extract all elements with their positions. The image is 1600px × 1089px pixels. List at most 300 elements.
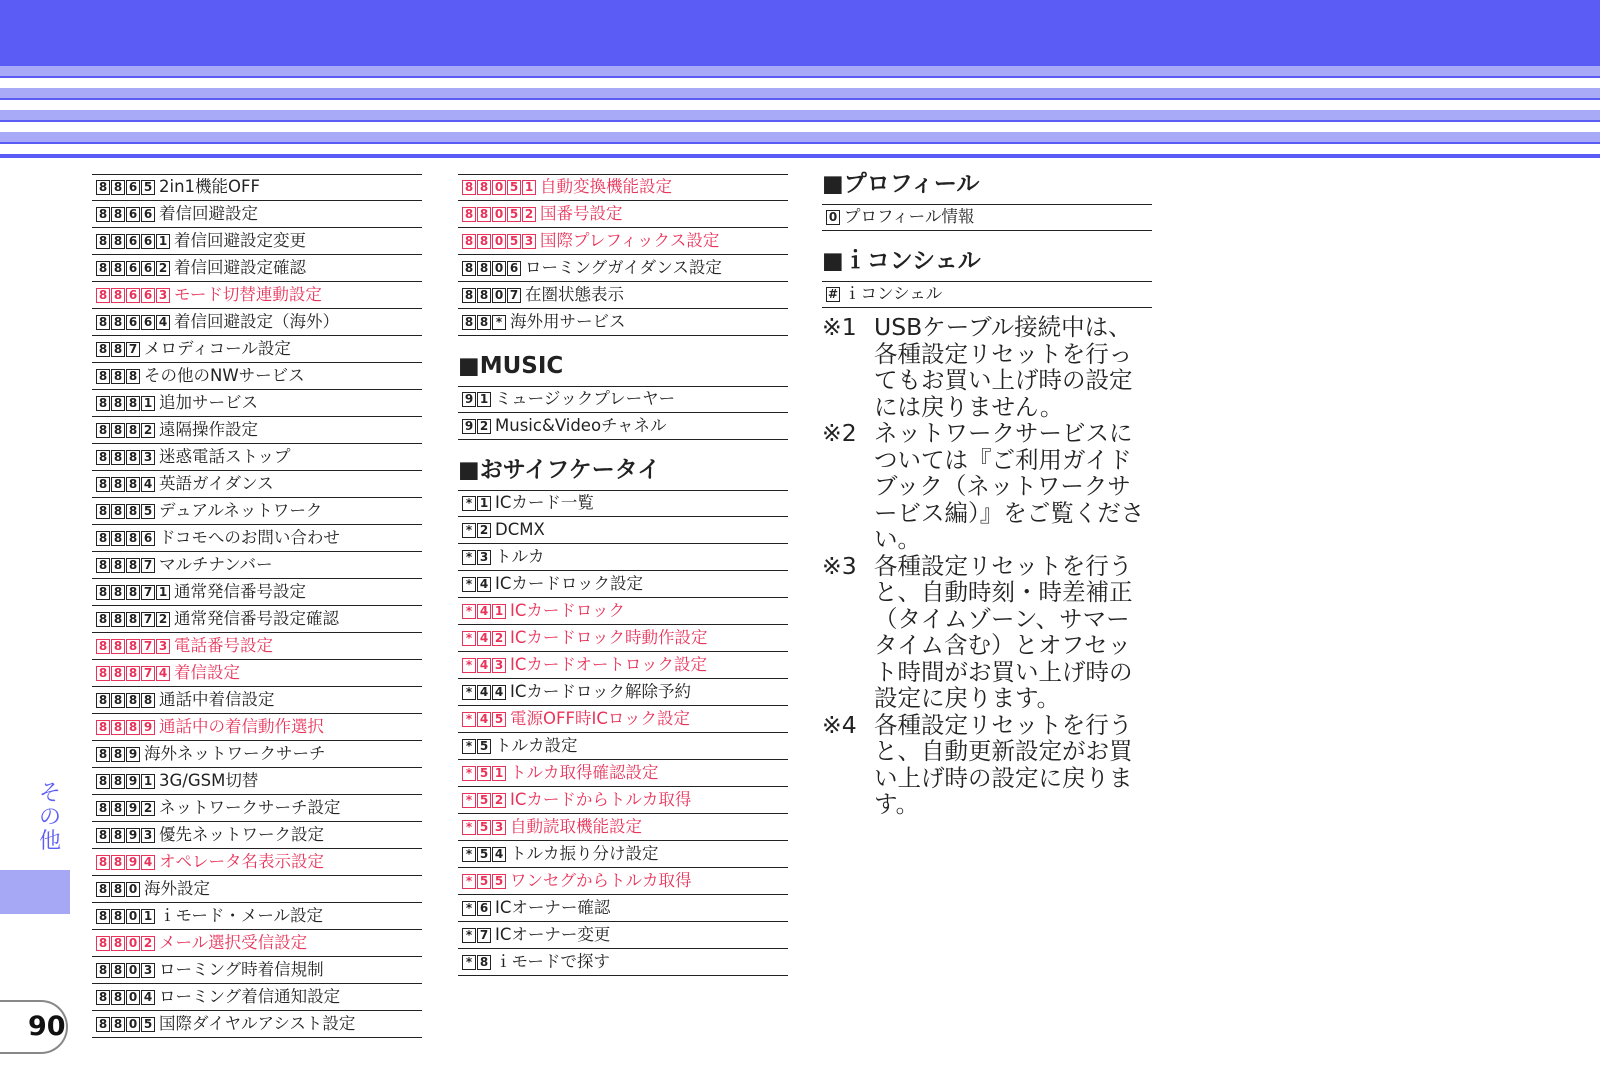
key-sequence (462, 604, 507, 619)
key-sequence (96, 234, 171, 249)
key-sequence (462, 901, 492, 916)
key-icon: 8 (111, 855, 125, 870)
key-icon: 0 (126, 909, 140, 924)
key-icon: 0 (126, 936, 140, 951)
key-icon: 7 (477, 928, 491, 943)
key-sequence (462, 739, 492, 754)
key-icon: 2 (477, 419, 491, 434)
key-sequence (96, 369, 141, 384)
menu-row (458, 598, 788, 625)
key-icon: 8 (96, 909, 110, 924)
menu-row (458, 706, 788, 733)
menu-row-label: 迷惑電話ストップ (159, 446, 291, 466)
key-icon: 1 (156, 234, 170, 249)
key-icon: * (462, 874, 476, 889)
key-icon: 2 (141, 423, 155, 438)
key-icon: 0 (826, 210, 840, 225)
footnote-mark: ※2 (822, 419, 857, 447)
footnote-mark: ※4 (822, 710, 857, 739)
key-sequence (96, 909, 156, 924)
menu-row (92, 606, 422, 633)
menu-row-label: 遠隔操作設定 (159, 419, 258, 439)
key-icon: 8 (96, 693, 110, 708)
key-icon: 8 (477, 207, 491, 222)
key-icon: 7 (141, 612, 155, 627)
menu-row (458, 255, 788, 282)
menu-row-label: ネットワークサーチ設定 (159, 797, 341, 817)
menu-column-2 (458, 174, 788, 976)
key-icon: 8 (96, 963, 110, 978)
key-icon: 1 (477, 496, 491, 511)
header-stripe (0, 88, 1600, 98)
key-sequence (462, 685, 507, 700)
key-sequence (462, 523, 492, 538)
key-icon: 8 (96, 774, 110, 789)
menu-row-label: メール選択受信設定 (159, 932, 308, 952)
menu-row (92, 201, 422, 228)
key-icon: 8 (126, 423, 140, 438)
footnote-text: ネットワークサービスについては『ご利用ガイドブック（ネットワークサービス編）』をご覧ください。 (874, 419, 1145, 553)
menu-row (822, 204, 1152, 231)
key-sequence (462, 392, 492, 407)
key-icon: 8 (111, 234, 125, 249)
key-icon: 4 (477, 712, 491, 727)
key-icon: 1 (522, 180, 536, 195)
menu-row-label: 着信回避設定確認 (174, 257, 306, 277)
key-icon: 1 (141, 396, 155, 411)
key-sequence (96, 747, 141, 762)
key-sequence (462, 658, 507, 673)
key-icon: 6 (126, 261, 140, 276)
key-sequence (462, 712, 507, 727)
key-icon: 4 (477, 604, 491, 619)
key-icon: 8 (111, 774, 125, 789)
key-icon: 8 (477, 180, 491, 195)
menu-row-label: 在圏状態表示 (525, 284, 624, 304)
key-sequence (462, 631, 507, 646)
key-sequence (96, 396, 156, 411)
menu-row (822, 281, 1152, 308)
key-icon: 1 (477, 392, 491, 407)
menu-row (458, 922, 788, 949)
key-icon: 8 (96, 261, 110, 276)
footnote (822, 553, 1152, 712)
key-icon: 5 (141, 180, 155, 195)
menu-row (92, 228, 422, 255)
key-icon: 2 (492, 793, 506, 808)
key-icon: 1 (492, 766, 506, 781)
key-icon: 8 (111, 747, 125, 762)
key-icon: 8 (477, 288, 491, 303)
key-icon: 9 (126, 855, 140, 870)
menu-row-label: プロフィール情報 (844, 207, 975, 227)
menu-row (92, 174, 422, 201)
menu-row (92, 903, 422, 930)
key-sequence (96, 963, 156, 978)
menu-row-label: トルカ振り分け設定 (510, 843, 659, 863)
key-icon: 8 (462, 261, 476, 276)
footnote-text: 各種設定リセットを行うと、自動時刻・時差補正（タイムゾーン、サマータイム含む）とオフセット時間がお買い上げ時の設定に戻ります。 (874, 551, 1133, 712)
menu-row (92, 957, 422, 984)
menu-row (92, 1011, 422, 1038)
header-stripe (0, 132, 1600, 142)
key-icon: 8 (96, 396, 110, 411)
key-icon: 8 (477, 315, 491, 330)
key-icon: 5 (477, 739, 491, 754)
menu-row (458, 386, 788, 413)
key-icon: 9 (126, 828, 140, 843)
key-icon: 8 (126, 531, 140, 546)
menu-row-label: 自動変換機能設定 (540, 177, 672, 197)
menu-row-label: ローミング着信通知設定 (159, 986, 341, 1006)
menu-row-label: ICカードロック解除予約 (510, 681, 692, 701)
menu-row (458, 282, 788, 309)
key-icon: * (462, 955, 476, 970)
header-stripe (0, 110, 1600, 120)
key-icon: 8 (96, 855, 110, 870)
menu-row-label: 着信設定 (174, 662, 240, 682)
menu-row-label: 2in1機能OFF (159, 177, 261, 197)
key-icon: 8 (477, 234, 491, 249)
key-sequence (462, 550, 492, 565)
key-icon: 8 (111, 801, 125, 816)
key-icon: 8 (96, 990, 110, 1005)
menu-row (458, 490, 788, 517)
key-sequence (96, 828, 156, 843)
menu-row (458, 625, 788, 652)
key-icon: 5 (507, 207, 521, 222)
key-icon: 0 (126, 963, 140, 978)
key-icon: 8 (111, 828, 125, 843)
footnote (822, 420, 1152, 553)
menu-row-label: モード切替連動設定 (174, 284, 322, 304)
page-number: 90 (28, 1011, 66, 1042)
key-icon: 1 (156, 585, 170, 600)
key-icon: 8 (96, 234, 110, 249)
key-icon: 8 (111, 261, 125, 276)
side-section-label: その他 (38, 781, 61, 854)
menu-row-label: トルカ (495, 546, 545, 566)
menu-row-label: メロディコール設定 (144, 338, 291, 358)
key-icon: 8 (141, 693, 155, 708)
key-icon: 8 (126, 396, 140, 411)
key-sequence (96, 315, 171, 330)
key-icon: 8 (96, 342, 110, 357)
menu-row-label: DCMX (495, 519, 545, 539)
key-icon: 8 (111, 369, 125, 384)
key-icon: 9 (126, 801, 140, 816)
key-icon: 2 (156, 261, 170, 276)
key-icon: 6 (126, 180, 140, 195)
key-sequence (96, 612, 171, 627)
menu-row (92, 417, 422, 444)
key-sequence (96, 936, 156, 951)
key-icon: 6 (126, 234, 140, 249)
menu-row-label: 英語ガイダンス (159, 473, 274, 493)
key-sequence (462, 820, 507, 835)
key-icon: 1 (492, 604, 506, 619)
menu-row-label: 着信回避設定 (159, 203, 258, 223)
menu-row (92, 390, 422, 417)
key-sequence (462, 955, 492, 970)
key-icon: 4 (477, 577, 491, 592)
key-icon: 8 (126, 450, 140, 465)
key-sequence (462, 874, 507, 889)
key-icon: 2 (492, 631, 506, 646)
key-icon: 8 (111, 720, 125, 735)
menu-row (92, 984, 422, 1011)
key-icon: 7 (141, 666, 155, 681)
key-icon: 2 (477, 523, 491, 538)
menu-row-label: ローミング時着信規制 (159, 959, 324, 979)
menu-row (92, 876, 422, 903)
footnote (822, 712, 1152, 818)
key-icon: 4 (141, 990, 155, 1005)
key-icon: 9 (462, 419, 476, 434)
key-icon: * (462, 739, 476, 754)
footnote-text: USBケーブル接続中は、各種設定リセットを行ってもお買い上げ時の設定には戻りません。 (874, 313, 1133, 421)
header-stripe (0, 66, 1600, 76)
menu-row-label: ｉモードで探す (495, 951, 610, 971)
key-sequence (826, 287, 841, 302)
key-icon: 7 (126, 342, 140, 357)
menu-row (92, 714, 422, 741)
menu-row-label: 通常発信番号設定確認 (174, 608, 339, 628)
key-icon: * (462, 550, 476, 565)
key-icon: 8 (111, 558, 125, 573)
menu-row-label: その他のNWサービス (144, 365, 305, 385)
key-sequence (96, 720, 156, 735)
key-icon: 5 (492, 712, 506, 727)
key-icon: * (462, 766, 476, 781)
key-icon: 8 (96, 720, 110, 735)
menu-row-label: 国番号設定 (540, 203, 623, 223)
key-icon: 8 (126, 477, 140, 492)
key-icon: 9 (126, 747, 140, 762)
key-icon: 9 (141, 720, 155, 735)
key-icon: * (462, 712, 476, 727)
key-sequence (96, 666, 171, 681)
key-sequence (96, 207, 156, 222)
key-icon: 8 (96, 801, 110, 816)
menu-row (458, 868, 788, 895)
footnote-mark: ※3 (822, 551, 857, 580)
menu-row-label: 国際プレフィックス設定 (540, 230, 720, 250)
key-icon: 8 (111, 882, 125, 897)
menu-row (92, 849, 422, 876)
menu-row (92, 444, 422, 471)
key-icon: 8 (111, 909, 125, 924)
key-icon: 3 (156, 639, 170, 654)
header-solid (0, 0, 1600, 66)
key-icon: 4 (477, 685, 491, 700)
key-icon: 3 (141, 828, 155, 843)
key-icon: 6 (126, 288, 140, 303)
menu-row (458, 679, 788, 706)
key-icon: 2 (141, 936, 155, 951)
key-icon: 4 (156, 315, 170, 330)
header-band (0, 0, 1600, 158)
key-icon: 8 (111, 612, 125, 627)
key-icon: 8 (126, 666, 140, 681)
key-icon: 3 (156, 288, 170, 303)
key-icon: 4 (477, 631, 491, 646)
menu-row-label: ICカードロック時動作設定 (510, 627, 708, 647)
key-icon: 0 (492, 180, 506, 195)
key-icon: 3 (522, 234, 536, 249)
key-sequence (96, 801, 156, 816)
key-icon: 8 (111, 693, 125, 708)
menu-row (458, 814, 788, 841)
key-icon: 8 (96, 936, 110, 951)
menu-row-label: Music&Videoチャネル (495, 415, 667, 435)
menu-row-label: ICカードオートロック設定 (510, 654, 708, 674)
key-icon: 8 (111, 1017, 125, 1032)
key-sequence (96, 558, 156, 573)
menu-row-label: ワンセグからトルカ取得 (510, 870, 692, 890)
menu-row (458, 949, 788, 976)
menu-row (92, 363, 422, 390)
menu-row (92, 633, 422, 660)
key-icon: 8 (111, 504, 125, 519)
key-icon: 8 (111, 639, 125, 654)
key-icon: * (462, 793, 476, 808)
key-sequence (462, 577, 492, 592)
key-icon: 8 (111, 666, 125, 681)
key-icon: 8 (111, 450, 125, 465)
key-icon: 8 (477, 261, 491, 276)
key-icon: 4 (156, 666, 170, 681)
key-icon: 6 (477, 901, 491, 916)
key-sequence (462, 496, 492, 511)
key-icon: 8 (462, 234, 476, 249)
menu-row (458, 895, 788, 922)
key-icon: 8 (111, 423, 125, 438)
footnote-mark: ※1 (822, 313, 857, 341)
key-icon: 4 (477, 658, 491, 673)
key-icon: 6 (141, 261, 155, 276)
key-icon: 0 (492, 234, 506, 249)
key-icon: 8 (96, 369, 110, 384)
key-icon: 8 (96, 666, 110, 681)
key-icon: * (462, 577, 476, 592)
menu-row-label: ICカードロック (510, 600, 626, 620)
key-icon: 5 (477, 820, 491, 835)
key-icon: 8 (111, 180, 125, 195)
menu-row (458, 760, 788, 787)
key-icon: 7 (507, 288, 521, 303)
key-icon: 8 (111, 315, 125, 330)
key-icon: 8 (96, 207, 110, 222)
menu-row-label: ローミングガイダンス設定 (525, 257, 722, 277)
key-icon: # (827, 287, 839, 301)
menu-row-label: ICカードからトルカ取得 (510, 789, 692, 809)
menu-row (92, 660, 422, 687)
key-icon: * (462, 631, 476, 646)
menu-row-label: 優先ネットワーク設定 (159, 824, 324, 844)
menu-row-label: 通常発信番号設定 (174, 581, 306, 601)
key-icon: 5 (507, 180, 521, 195)
menu-row (458, 517, 788, 544)
menu-row-label: トルカ設定 (495, 735, 578, 755)
key-icon: 2 (522, 207, 536, 222)
menu-row-label: 電源OFF時ICロック設定 (510, 708, 691, 728)
menu-row (92, 768, 422, 795)
key-sequence (96, 639, 171, 654)
menu-row-label: 海外ネットワークサーチ (144, 743, 326, 763)
menu-row-label: 3G/GSM切替 (159, 770, 259, 790)
key-icon: 8 (96, 585, 110, 600)
menu-row-label: 海外設定 (144, 878, 210, 898)
menu-column-3 (822, 171, 1152, 818)
key-icon: * (462, 658, 476, 673)
key-sequence (96, 288, 171, 303)
key-icon: 8 (96, 639, 110, 654)
key-icon: 8 (462, 315, 476, 330)
menu-row (458, 652, 788, 679)
key-icon: 6 (141, 234, 155, 249)
key-icon: 5 (141, 504, 155, 519)
key-icon: 8 (126, 369, 140, 384)
key-icon: 4 (141, 855, 155, 870)
key-icon: 8 (96, 288, 110, 303)
key-icon: * (462, 496, 476, 511)
menu-row-label: ミュージックプレーヤー (495, 389, 676, 409)
key-icon: 6 (141, 288, 155, 303)
menu-row (92, 822, 422, 849)
key-icon: 0 (492, 261, 506, 276)
key-sequence (462, 261, 522, 276)
key-sequence (96, 261, 171, 276)
key-icon: 1 (141, 774, 155, 789)
menu-list-iconcier (822, 281, 1152, 308)
menu-row (92, 687, 422, 714)
menu-list-8805 (458, 174, 788, 336)
key-sequence (96, 423, 156, 438)
key-icon: 8 (126, 639, 140, 654)
key-icon: 2 (141, 801, 155, 816)
key-icon: 8 (96, 1017, 110, 1032)
key-sequence (96, 450, 156, 465)
key-icon: 8 (96, 828, 110, 843)
key-sequence (462, 207, 537, 222)
menu-row (458, 309, 788, 336)
key-icon: 5 (507, 234, 521, 249)
menu-row (92, 471, 422, 498)
key-sequence (462, 419, 492, 434)
key-icon: 4 (492, 685, 506, 700)
key-icon: 0 (126, 1017, 140, 1032)
key-icon: 8 (96, 450, 110, 465)
menu-row-label: ICオーナー確認 (495, 897, 611, 917)
section-title-profile: ■プロフィール (822, 171, 980, 197)
key-icon: 4 (141, 477, 155, 492)
menu-row (458, 841, 788, 868)
key-sequence (462, 234, 537, 249)
key-icon: 8 (462, 180, 476, 195)
menu-row (458, 544, 788, 571)
key-icon: * (462, 928, 476, 943)
menu-row (458, 228, 788, 255)
menu-row (92, 309, 422, 336)
menu-row (458, 787, 788, 814)
section-title-iconcier: ■ｉコンシェル (822, 248, 981, 274)
key-icon: 8 (96, 531, 110, 546)
key-icon: 7 (141, 585, 155, 600)
key-icon: 8 (126, 693, 140, 708)
key-icon: 5 (477, 847, 491, 862)
key-icon: 8 (96, 882, 110, 897)
